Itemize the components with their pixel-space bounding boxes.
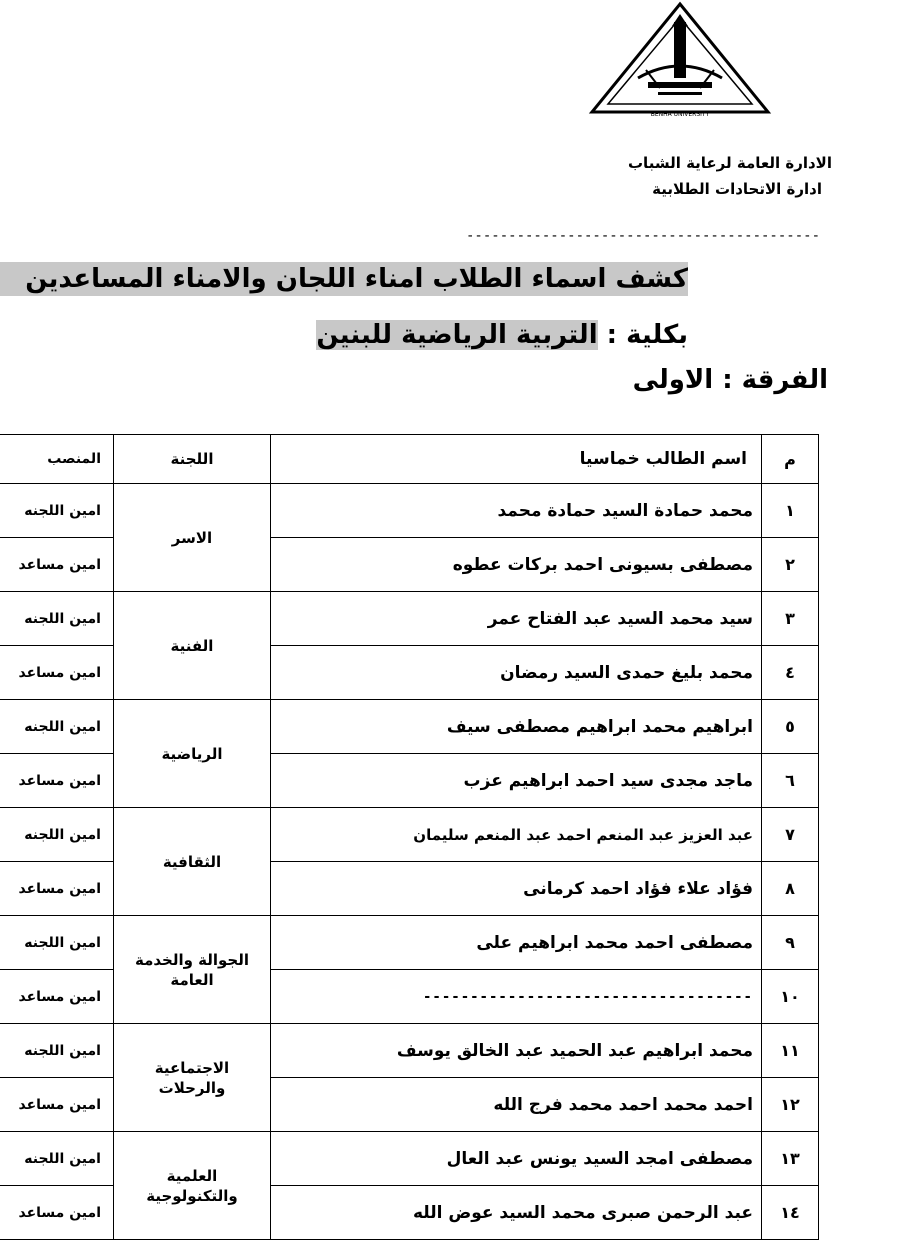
position: امين اللجنه [0,808,114,862]
position: امين مساعد [0,862,114,916]
row-num: ١٣ [762,1132,819,1186]
student-name: محمد حمادة السيد حمادة محمد [271,484,762,538]
student-name: ابراهيم محمد ابراهيم مصطفى سيف [271,700,762,754]
faculty-name: التربية الرياضية للبنين [316,320,598,350]
table-row [0,484,819,538]
student-name: محمد ابراهيم عبد الحميد عبد الخالق يوسف [271,1024,762,1078]
committee-name: الفنية [114,592,271,700]
faculty-line [316,320,688,350]
student-name-empty: ----------------------------------- [271,970,762,1024]
table-header-row [0,435,819,484]
student-name: فؤاد علاء فؤاد احمد كرمانى [271,862,762,916]
student-name: ماجد مجدى سيد احمد ابراهيم عزب [271,754,762,808]
position: امين مساعد [0,538,114,592]
students-table [0,434,819,1240]
student-name: عبد الرحمن صبرى محمد السيد عوض الله [271,1186,762,1240]
row-num: ١ [762,484,819,538]
row-num: ٧ [762,808,819,862]
faculty-label: بكلية : [597,320,688,350]
position: امين اللجنه [0,700,114,754]
table-row [0,700,819,754]
row-num: ١٤ [762,1186,819,1240]
row-num: ٨ [762,862,819,916]
table-row [0,916,819,970]
svg-text:BENHA UNIVERSITY: BENHA UNIVERSITY [650,111,710,118]
position: امين مساعد [0,1078,114,1132]
committee-name: العلمية والتكنولوجية [114,1132,271,1240]
committee-name: الثقافية [114,808,271,916]
student-name: سيد محمد السيد عبد الفتاح عمر [271,592,762,646]
university-logo [588,0,772,120]
position: امين مساعد [0,970,114,1024]
position: امين مساعد [0,1186,114,1240]
position: امين مساعد [0,646,114,700]
student-name: مصطفى امجد السيد يونس عبد العال [271,1132,762,1186]
position: امين مساعد [0,754,114,808]
table-row [0,1132,819,1186]
org-line-2: ادارة الاتحادات الطلابية [652,180,822,198]
header-committee: اللجنة [114,435,271,484]
separator-line: ------------------------------------------ [466,228,821,244]
committee-name: الرياضية [114,700,271,808]
position: امين اللجنه [0,1024,114,1078]
row-num: ١١ [762,1024,819,1078]
row-num: ٣ [762,592,819,646]
table-row [0,592,819,646]
table-row [0,808,819,862]
row-num: ٤ [762,646,819,700]
document-title: كشف اسماء الطلاب امناء اللجان والامناء المساعدين [0,262,688,296]
row-num: ١٠ [762,970,819,1024]
position: امين اللجنه [0,592,114,646]
organization-header [628,150,832,202]
row-num: ٩ [762,916,819,970]
row-num: ٥ [762,700,819,754]
position: امين اللجنه [0,484,114,538]
row-num: ٢ [762,538,819,592]
header-position: المنصب [0,435,114,484]
table-row [0,1024,819,1078]
student-name: محمد بليغ حمدى السيد رمضان [271,646,762,700]
student-name: مصطفى بسيونى احمد بركات عطوه [271,538,762,592]
committee-name: الجوالة والخدمة العامة [114,916,271,1024]
committee-name: الاجتماعية والرحلات [114,1024,271,1132]
row-num: ١٢ [762,1078,819,1132]
header-num: م [762,435,819,484]
position: امين اللجنه [0,916,114,970]
student-name: مصطفى احمد محمد ابراهيم على [271,916,762,970]
student-name: احمد محمد احمد محمد فرج الله [271,1078,762,1132]
grade-line: الفرقة : الاولى [632,365,828,395]
position: امين اللجنه [0,1132,114,1186]
header-name: اسم الطالب خماسيا [271,435,762,484]
org-line-1: الادارة العامة لرعاية الشباب [627,154,832,172]
student-name: عبد العزيز عبد المنعم احمد عبد المنعم سليمان [271,808,762,862]
row-num: ٦ [762,754,819,808]
committee-name: الاسر [114,484,271,592]
